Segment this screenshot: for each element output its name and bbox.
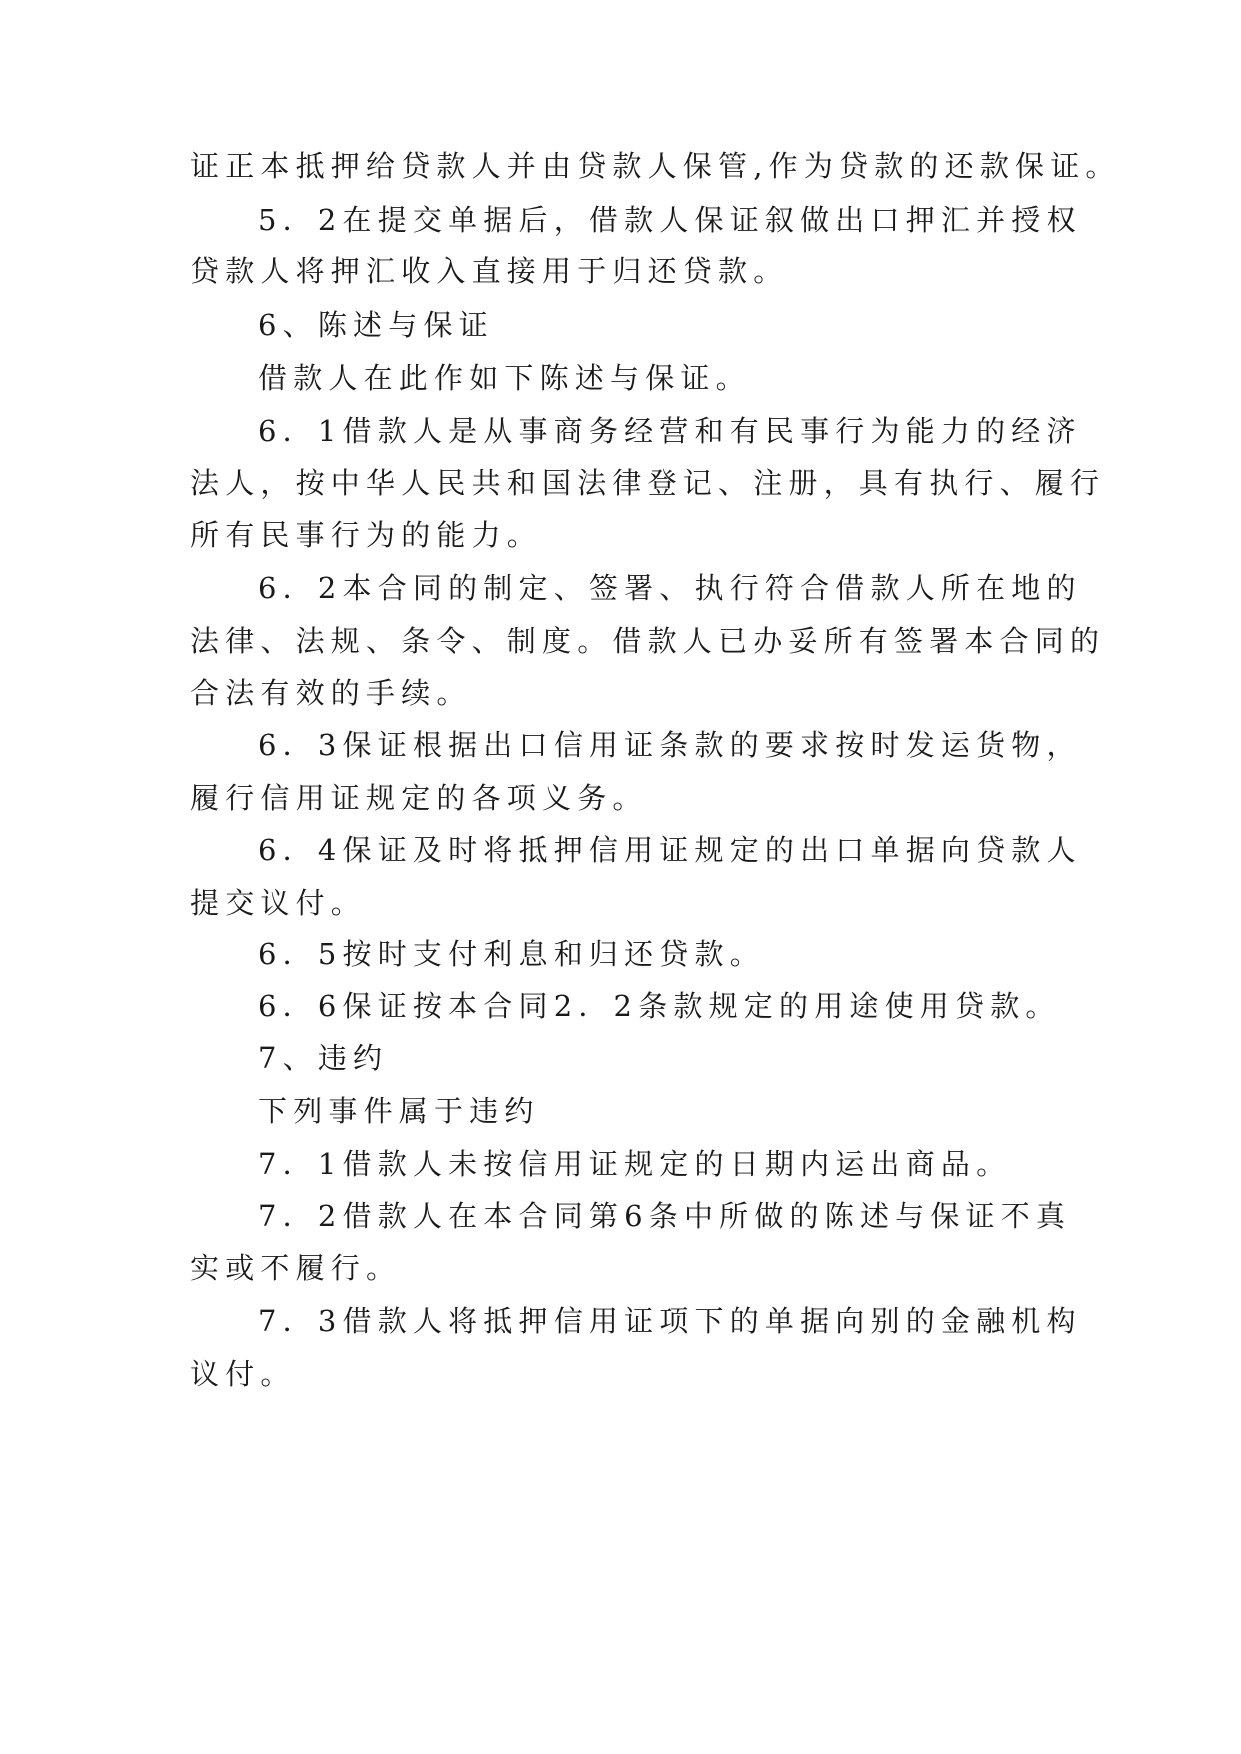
clause-7-2: 7．2借款人在本合同第6条中所做的陈述与保证不真 <box>258 1199 1072 1233</box>
section-heading-6: 6、陈述与保证 <box>258 308 494 342</box>
clause-6-6: 6．6保证按本合同2．2条款规定的用途使用贷款。 <box>258 989 1061 1023</box>
clause-6-5: 6．5按时支付利息和归还贷款。 <box>258 937 765 971</box>
clause-7-3: 7．3借款人将抵押信用证项下的单据向别的金融机构 <box>258 1304 1082 1338</box>
text-line: 合法有效的手续。 <box>190 676 472 710</box>
clause-6-1: 6．1借款人是从事商务经营和有民事行为能力的经济 <box>258 414 1082 448</box>
text-line: 法人，按中华人民共和国法律登记、注册，具有执行、履行 <box>190 466 1106 500</box>
text-line: 履行信用证规定的各项义务。 <box>190 781 648 815</box>
text-line: 实或不履行。 <box>190 1251 402 1285</box>
clause-6-4: 6．4保证及时将抵押信用证规定的出口单据向贷款人 <box>258 833 1082 867</box>
text-line: 贷款人将押汇收入直接用于归还贷款。 <box>190 254 789 288</box>
text-line: 证正本抵押给贷款人并由贷款人保管,作为贷款的还款保证。 <box>190 149 1121 183</box>
section-heading-7: 7、违约 <box>258 1041 389 1075</box>
clause-5-2: 5．2在提交单据后，借款人保证叙做出口押汇并授权 <box>258 203 1082 237</box>
text-line: 提交议付。 <box>190 886 367 920</box>
text-line: 下列事件属于违约 <box>258 1094 540 1128</box>
clause-6-2: 6．2本合同的制定、签署、执行符合借款人所在地的 <box>258 571 1082 605</box>
clause-6-3: 6．3保证根据出口信用证条款的要求按时发运货物， <box>258 728 1082 762</box>
clause-7-1: 7．1借款人未按信用证规定的日期内运出商品。 <box>258 1147 1012 1181</box>
text-line: 借款人在此作如下陈述与保证。 <box>258 361 751 395</box>
text-line: 法律、法规、条令、制度。借款人已办妥所有签署本合同的 <box>190 624 1106 658</box>
text-line: 议付。 <box>190 1357 296 1391</box>
text-line: 所有民事行为的能力。 <box>190 518 543 552</box>
